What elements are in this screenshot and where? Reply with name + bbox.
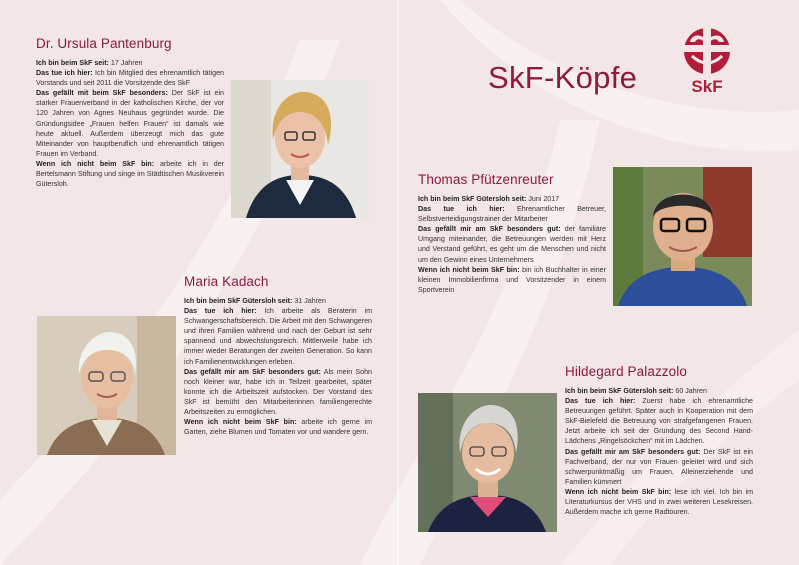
question-label: Wenn ich nicht beim SkF bin: [184, 418, 297, 427]
answer-text: arbeite ich gerne im Garten, ziehe Blumen und Tomaten vor und wandere gern. [184, 418, 372, 437]
answer-text: Juni 2017 [526, 195, 560, 203]
bio-maria [184, 296, 372, 437]
question-label: Das tue ich hier: [565, 397, 636, 406]
answer-text: 17 Jahren [108, 59, 143, 67]
question-label: Das tue ich hier: [418, 205, 505, 214]
question-label: Ich bin beim SkF Gütersloh seit: [418, 195, 527, 203]
person-name-maria: Maria Kadach [184, 274, 269, 289]
person-name-hildegard: Hildegard Palazzolo [565, 364, 687, 379]
answer-text: bin ich Buchhalter in einer kleinen Immobilienfirma und Vorsitzender in einem Sportverein [418, 265, 606, 294]
question-label: Das gefällt mir am SkF besonders gut: [565, 447, 701, 456]
answer-text: Ich bin Mitglied des ehrenamtlich tätigen Vorstands und seit 2011 die Vorsitzende des SkF [36, 69, 224, 88]
answer-text: 60 Jahren [673, 387, 707, 395]
bio-hildegard [565, 386, 753, 517]
question-label: Das gefällt mit beim SkF besonders: [36, 89, 168, 98]
answer-text: Zuerst habe ich ehrenamtliche Betreuungen geführt. Später auch in Kooperation mit dem SkF-Bielefeld die Betreuung von strafgefangenen Frauen. Jetzt arbeite ich seit der Gründung des Second Hand-Lädchens „Ringelsöckchen“ mit im Lädchen. [565, 397, 753, 446]
question-label: Ich bin beim SkF Gütersloh seit: [565, 387, 674, 395]
portrait-hildegard [418, 393, 557, 532]
portrait-thomas [613, 167, 752, 306]
answer-text: arbeite ich in der Bertelsmann Stiftung und singe im Städtischen Musikverein Gütersloh. [36, 159, 224, 189]
question-label: Ich bin beim SkF Gütersloh seit: [184, 297, 293, 305]
question-label: Wenn ich nicht beim SkF bin: [36, 159, 155, 168]
page-fold [397, 0, 399, 565]
answer-text: lese ich viel. Ich bin im Literaturkursus der VHS und in zwei weiteren Lesekreisen. Außerdem mache ich gerne Radtouren. [565, 487, 753, 517]
bio-thomas [418, 194, 606, 295]
bio-ursula [36, 58, 224, 189]
skf-logo-icon [682, 26, 732, 76]
answer-text: Als mein Sohn noch kleiner war, habe ich in Teilzeit gearbeitet, später konnte ich die Arbeitszeit aufstocken. Der Vorstand des SkF ist bemüht den Mitarbeiterinnen familiengerechte Arbeitszeiten zu ermöglichen. [184, 367, 373, 417]
answer-text: 31 Jahren [292, 297, 326, 305]
question-label: Wenn ich nicht beim SkF bin: [565, 487, 672, 496]
answer-text: Der SkF ist ein Fachverband, der nur von Frauen geleitet wird und sich schwerpunktmäßig um Frauen, Alleinerziehende und Familien kümmert [565, 447, 753, 486]
page-title: SkF-Köpfe [488, 60, 638, 95]
answer-text: der familiäre Umgang miteinander, die Betreuungen werden mit Herz und Verstand geführt, es geht um die Menschen und nicht um den Gewinn eines Unternehmers [418, 225, 606, 264]
skf-logo [682, 26, 732, 98]
question-label: Das gefällt mir am SkF besonders gut: [418, 225, 561, 234]
question-label: Ich bin beim SkF seit: [36, 59, 109, 67]
question-label: Das gefällt mir am SkF besonders gut: [184, 367, 321, 376]
portrait-maria [37, 316, 176, 455]
answer-text: Ehrenamtlicher Betreuer, Selbstverteidigungstrainer der Mitarbeiter [418, 205, 606, 224]
portrait-ursula [231, 80, 369, 218]
person-name-thomas: Thomas Pfützenreuter [418, 172, 554, 187]
person-name-ursula: Dr. Ursula Pantenburg [36, 36, 172, 51]
answer-text: Der SkF ist ein starker Frauenverband in der katholischen Kirche, der vor 120 Jahren von Agnes Neuhaus gegründet wurde. Die Gründungsidee „Frauen helfen Frauen“ ist damals wie heute aktuell. Außerdem überzeugt mich das gute Miteinander von hauptberuflich und ehrenamtlich tätigen Frauen im Verband. [36, 89, 224, 158]
logo-label: SkF [691, 77, 723, 96]
question-label: Wenn ich nicht beim SkF bin: [418, 265, 520, 274]
question-label: Das tue ich hier: [36, 69, 93, 78]
answer-text: Ich arbeite als Beraterin im Schwangerschaftsbereich. Die Arbeit mit den Schwangeren und ihren Familien während und nach der Geburt ist sehr spannend und abwechslungsreich. Mittlerweile habe ich immer wieder Beratungen der zweiten Generation. So kann ich Familienentwicklungen erleben. [184, 307, 372, 366]
question-label: Das tue ich hier: [184, 307, 257, 316]
